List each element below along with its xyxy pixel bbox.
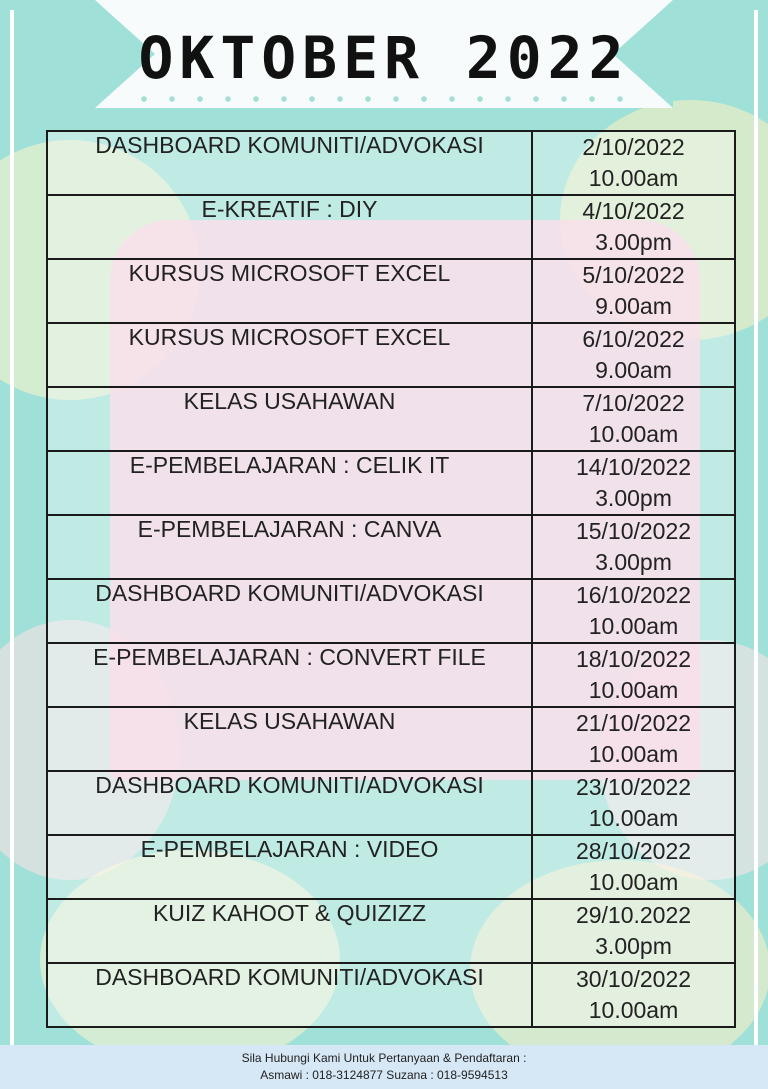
event-time: 9.00am — [595, 293, 672, 319]
event-name: KELAS USAHAWAN — [47, 387, 532, 451]
schedule-row — [47, 515, 735, 579]
event-datetime — [532, 899, 735, 963]
schedule-row — [47, 451, 735, 515]
event-datetime — [532, 131, 735, 195]
event-time: 9.00am — [595, 357, 672, 383]
event-name: E-PEMBELAJARAN : VIDEO — [47, 835, 532, 899]
event-name: DASHBOARD KOMUNITI/ADVOKASI — [47, 771, 532, 835]
event-time: 10.00am — [588, 677, 679, 703]
schedule-row — [47, 131, 735, 195]
event-time: 10.00am — [588, 997, 679, 1023]
event-name: KELAS USAHAWAN — [47, 707, 532, 771]
event-time: 3.00pm — [595, 485, 672, 511]
event-date: 7/10/2022 — [582, 390, 685, 416]
event-name: E-KREATIF : DIY — [47, 195, 532, 259]
event-date: 15/10/2022 — [575, 518, 692, 544]
event-name: DASHBOARD KOMUNITI/ADVOKASI — [47, 131, 532, 195]
schedule-row — [47, 707, 735, 771]
event-time: 10.00am — [588, 421, 679, 447]
page-title: OKTOBER 2022 — [138, 24, 630, 92]
schedule-row — [47, 963, 735, 1027]
event-time: 10.00am — [588, 869, 679, 895]
schedule-row — [47, 771, 735, 835]
event-name: E-PEMBELAJARAN : CONVERT FILE — [47, 643, 532, 707]
event-date: 16/10/2022 — [575, 582, 692, 608]
event-datetime — [532, 195, 735, 259]
event-date: 21/10/2022 — [575, 710, 692, 736]
event-time: 3.00pm — [595, 549, 672, 575]
event-name: DASHBOARD KOMUNITI/ADVOKASI — [47, 963, 532, 1027]
event-date: 28/10/2022 — [575, 838, 692, 864]
schedule-row — [47, 323, 735, 387]
schedule-row — [47, 835, 735, 899]
event-datetime — [532, 323, 735, 387]
event-time: 10.00am — [588, 805, 679, 831]
event-time: 3.00pm — [595, 933, 672, 959]
footer-line-1: Sila Hubungi Kami Untuk Pertanyaan & Pendaftaran : — [241, 1051, 527, 1065]
event-date: 14/10/2022 — [575, 454, 692, 480]
event-time: 3.00pm — [595, 229, 672, 255]
event-name: KURSUS MICROSOFT EXCEL — [47, 323, 532, 387]
event-date: 30/10/2022 — [575, 966, 692, 992]
event-time: 10.00am — [588, 741, 679, 767]
schedule-row — [47, 579, 735, 643]
event-name: E-PEMBELAJARAN : CELIK IT — [47, 451, 532, 515]
event-datetime — [532, 835, 735, 899]
event-date: 2/10/2022 — [582, 134, 685, 160]
event-datetime — [532, 579, 735, 643]
schedule-row — [47, 643, 735, 707]
event-datetime — [532, 707, 735, 771]
event-date: 23/10/2022 — [575, 774, 692, 800]
event-name: DASHBOARD KOMUNITI/ADVOKASI — [47, 579, 532, 643]
event-datetime — [532, 963, 735, 1027]
event-datetime — [532, 451, 735, 515]
schedule-row — [47, 195, 735, 259]
event-name: E-PEMBELAJARAN : CANVA — [47, 515, 532, 579]
schedule-row — [47, 387, 735, 451]
schedule-table — [46, 130, 736, 1028]
event-datetime — [532, 771, 735, 835]
event-name: KUIZ KAHOOT & QUIZIZZ — [47, 899, 532, 963]
footer-line-2: Asmawi : 018-3124877 Suzana : 018-9594513 — [260, 1068, 508, 1082]
event-time: 10.00am — [588, 165, 679, 191]
contact-footer — [0, 1045, 768, 1089]
event-datetime — [532, 387, 735, 451]
event-datetime — [532, 515, 735, 579]
event-date: 18/10/2022 — [575, 646, 692, 672]
event-time: 10.00am — [588, 613, 679, 639]
event-date: 4/10/2022 — [582, 198, 685, 224]
event-date: 29/10.2022 — [575, 902, 692, 928]
event-date: 5/10/2022 — [582, 262, 685, 288]
event-name: KURSUS MICROSOFT EXCEL — [47, 259, 532, 323]
banner-dots — [130, 96, 638, 102]
schedule-row — [47, 259, 735, 323]
event-datetime — [532, 259, 735, 323]
event-datetime — [532, 643, 735, 707]
schedule-row — [47, 899, 735, 963]
event-date: 6/10/2022 — [582, 326, 685, 352]
